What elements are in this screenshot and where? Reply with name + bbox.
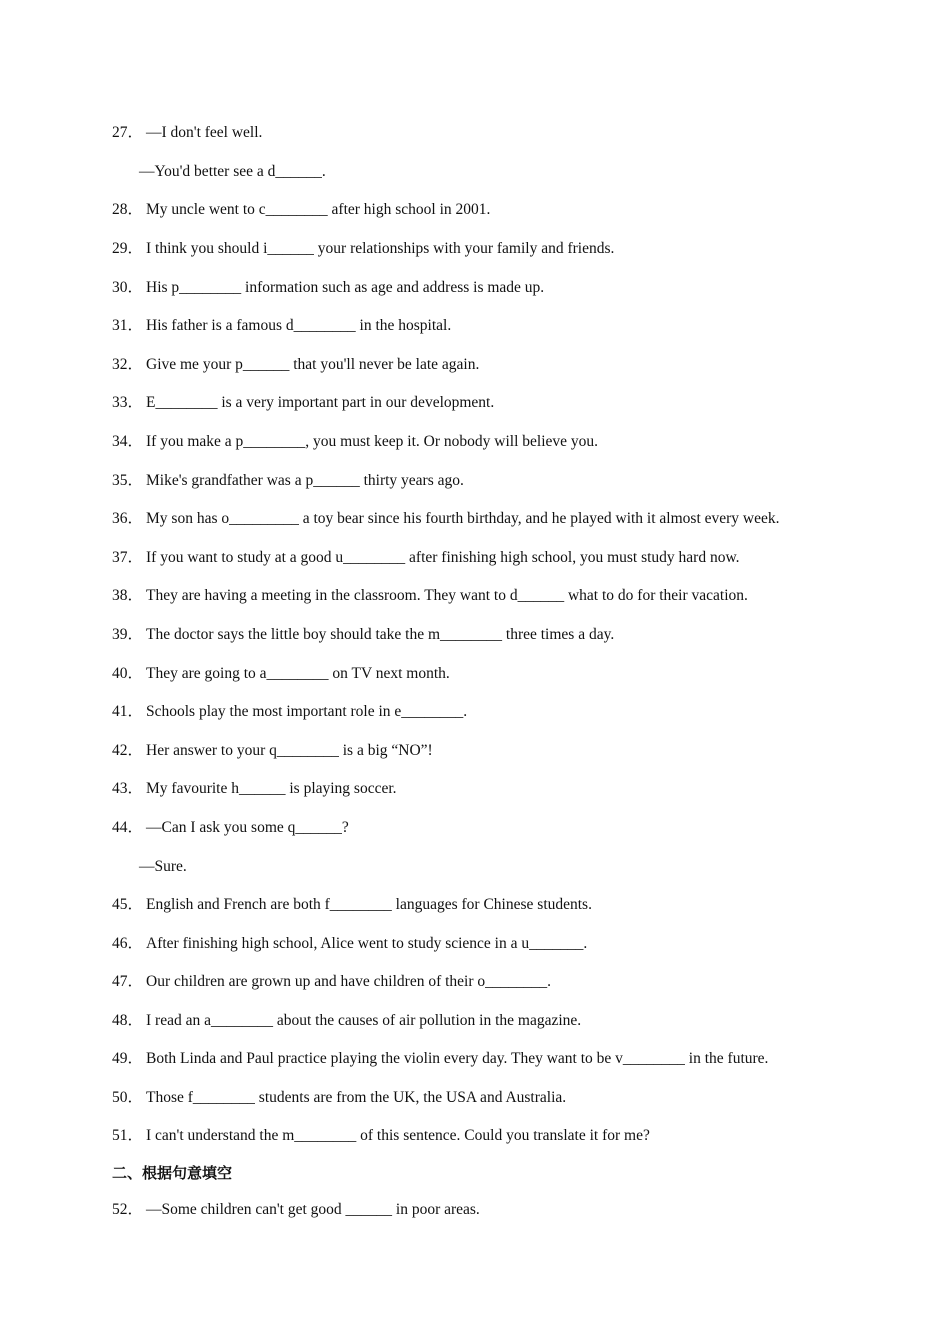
question-36 xyxy=(112,509,780,529)
question-text: The doctor says the little boy should take the m________ three times a day. xyxy=(146,626,615,643)
question-46 xyxy=(112,934,587,954)
question-text: Her answer to your q________ is a big “NO”! xyxy=(146,742,433,759)
question-44-reply xyxy=(139,857,187,877)
question-32 xyxy=(112,355,479,375)
question-text: Give me your p______ that you'll never be late again. xyxy=(146,356,480,373)
question-text: I think you should i______ your relationships with your family and friends. xyxy=(146,240,615,257)
question-number: 34． xyxy=(112,433,144,450)
question-number: 35． xyxy=(112,472,144,489)
question-text: Both Linda and Paul practice playing the violin every day. They want to be v________ in the future. xyxy=(146,1050,769,1067)
question-text: I read an a________ about the causes of air pollution in the magazine. xyxy=(146,1012,582,1029)
question-42 xyxy=(112,741,433,761)
question-35 xyxy=(112,471,464,491)
question-number: 44． xyxy=(112,819,144,836)
question-40 xyxy=(112,664,450,684)
question-37 xyxy=(112,548,740,568)
question-number: 29． xyxy=(112,240,144,257)
question-text: If you want to study at a good u________ after finishing high school, you must study hard now. xyxy=(146,549,740,566)
question-text: —Can I ask you some q______? xyxy=(146,819,349,836)
question-text: After finishing high school, Alice went to study science in a u_______. xyxy=(146,935,588,952)
question-29 xyxy=(112,239,614,259)
question-number: 40． xyxy=(112,665,144,682)
question-text: His father is a famous d________ in the hospital. xyxy=(146,317,452,334)
section-heading: 二、根据句意填空 xyxy=(112,1164,233,1182)
question-number: 32． xyxy=(112,356,144,373)
question-number: 27． xyxy=(112,124,144,141)
question-number: 43． xyxy=(112,780,144,797)
question-number: 36． xyxy=(112,510,144,527)
question-text: —I don't feel well. xyxy=(146,124,263,141)
question-51 xyxy=(112,1126,650,1146)
question-number: 33． xyxy=(112,394,144,411)
question-31 xyxy=(112,316,451,336)
question-33 xyxy=(112,393,494,413)
question-30 xyxy=(112,278,544,298)
question-number: 47． xyxy=(112,973,144,990)
question-number: 37． xyxy=(112,549,144,566)
question-number: 30． xyxy=(112,279,144,296)
question-text: My uncle went to c________ after high school in 2001. xyxy=(146,201,491,218)
question-38 xyxy=(112,586,748,606)
question-45 xyxy=(112,895,592,915)
question-text: E________ is a very important part in our development. xyxy=(146,394,495,411)
question-44 xyxy=(112,818,349,838)
question-number: 31． xyxy=(112,317,144,334)
question-number: 38． xyxy=(112,587,144,604)
question-text: They are going to a________ on TV next month. xyxy=(146,665,450,682)
question-text: —You'd better see a d______. xyxy=(139,163,326,180)
question-43 xyxy=(112,779,397,799)
question-number: 51． xyxy=(112,1127,144,1144)
question-41 xyxy=(112,702,467,722)
question-27 xyxy=(112,123,262,143)
question-number: 39． xyxy=(112,626,144,643)
question-text: My favourite h______ is playing soccer. xyxy=(146,780,397,797)
question-text: His p________ information such as age and address is made up. xyxy=(146,279,545,296)
question-27-reply xyxy=(139,162,326,182)
question-39 xyxy=(112,625,614,645)
question-text: —Sure. xyxy=(139,858,187,875)
question-number: 49． xyxy=(112,1050,144,1067)
question-34 xyxy=(112,432,598,452)
question-48 xyxy=(112,1011,581,1031)
question-text: Schools play the most important role in e________. xyxy=(146,703,468,720)
question-number: 52． xyxy=(112,1201,144,1218)
question-number: 46． xyxy=(112,935,144,952)
question-number: 48． xyxy=(112,1012,144,1029)
question-number: 28． xyxy=(112,201,144,218)
question-number: 42． xyxy=(112,742,144,759)
question-28 xyxy=(112,200,490,220)
question-text: Our children are grown up and have children of their o________. xyxy=(146,973,552,990)
question-text: They are having a meeting in the classroom. They want to d______ what to do for their vacation. xyxy=(146,587,748,604)
question-text: —Some children can't get good ______ in poor areas. xyxy=(146,1201,480,1218)
question-number: 50． xyxy=(112,1089,144,1106)
question-number: 41． xyxy=(112,703,144,720)
question-47 xyxy=(112,972,551,992)
question-text: English and French are both f________ languages for Chinese students. xyxy=(146,896,592,913)
question-number: 45． xyxy=(112,896,144,913)
question-text: I can't understand the m________ of this sentence. Could you translate it for me? xyxy=(146,1127,650,1144)
question-49 xyxy=(112,1049,768,1069)
question-text: Mike's grandfather was a p______ thirty years ago. xyxy=(146,472,464,489)
question-text: My son has o_________ a toy bear since his fourth birthday, and he played with it almost every week. xyxy=(146,510,780,527)
question-text: If you make a p________, you must keep it. Or nobody will believe you. xyxy=(146,433,599,450)
question-50 xyxy=(112,1088,566,1108)
question-text: Those f________ students are from the UK, the USA and Australia. xyxy=(146,1089,567,1106)
question-52 xyxy=(112,1200,480,1220)
